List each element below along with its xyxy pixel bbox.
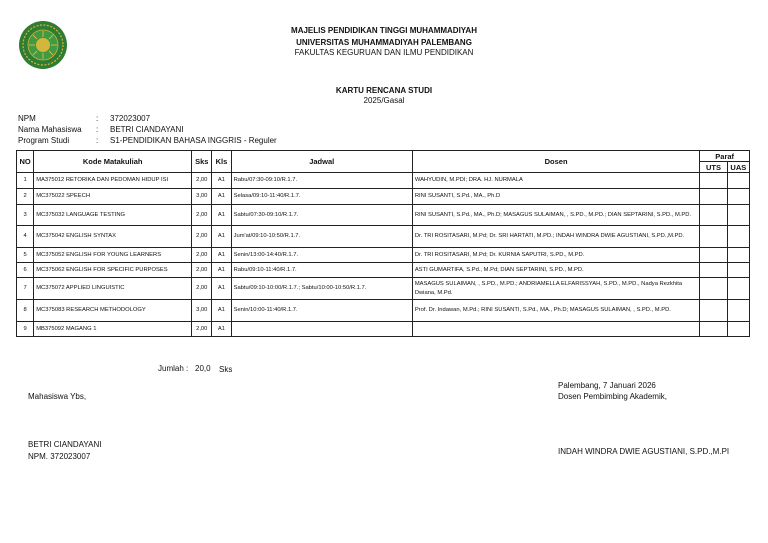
cell-uts — [700, 205, 727, 226]
cell-no: 2 — [17, 189, 34, 205]
cell-no: 4 — [17, 226, 34, 248]
cell-dosen — [412, 322, 700, 337]
cell-uts — [700, 248, 727, 263]
cell-uas — [727, 205, 749, 226]
place-date: Palembang, 7 Januari 2026 — [558, 381, 656, 390]
advisor-signature-name: INDAH WINDRA DWIE AGUSTIANI, S.PD.,M.PI — [558, 447, 730, 456]
name-label: Nama Mahasiswa — [18, 125, 82, 134]
header-kls: Kls — [212, 151, 231, 173]
cell-jadwal: Rabu/09:10-11:40/R.1.7. — [231, 263, 412, 278]
cell-jadwal: Senin/10:00-11:40/R.1.7. — [231, 300, 412, 322]
document-title: KARTU RENCANA STUDI — [335, 86, 433, 95]
cell-kls: A1 — [212, 263, 231, 278]
cell-kls: A1 — [212, 205, 231, 226]
cell-dosen: Dr. TRI ROSITASARI, M.Pd; Dr. SRI HARTATI, M.PD.; INDAH WINDRA DWIE AGUSTIANI, S.PD.,M.PD. — [412, 226, 700, 248]
prodi-label: Program Studi — [18, 136, 70, 145]
cell-sks: 3,00 — [192, 189, 212, 205]
table-row — [17, 205, 750, 226]
cell-jadwal: Senin/13:00-14:40/R.1.7. — [231, 248, 412, 263]
student-signature-title: Mahasiswa Ybs, — [28, 392, 87, 401]
cell-kode: MC375083 RESEARCH METHODOLOGY — [34, 300, 192, 322]
header-jadwal: Jadwal — [231, 151, 412, 173]
table-header-row — [17, 151, 750, 162]
cell-dosen: Dr. TRI ROSITASARI, M.Pd; Dr. KURNIA SAPUTRI, S.PD., M.PD. — [412, 248, 700, 263]
name-colon: : — [96, 125, 99, 134]
cell-sks: 2,00 — [192, 248, 212, 263]
cell-sks: 2,00 — [192, 173, 212, 189]
cell-dosen: WAHYUDIN, M.PDI; DRA. HJ. NURMALA — [412, 173, 700, 189]
table-row — [17, 173, 750, 189]
header-paraf: Paraf — [700, 151, 750, 162]
total-unit: Sks — [219, 365, 233, 374]
cell-dosen: Prof. Dr. Indawan, M.Pd.; RINI SUSANTI, S.Pd., MA., Ph.D; MASAGUS SULAIMAN, , S.PD., M.PD. — [412, 300, 700, 322]
student-signature-npm: NPM. 372023007 — [28, 452, 91, 461]
cell-kode: MC375052 ENGLISH FOR YOUNG LEARNERS — [34, 248, 192, 263]
course-table — [16, 150, 750, 337]
header-line-2: UNIVERSITAS MUHAMMADIYAH PALEMBANG — [296, 38, 472, 47]
cell-sks: 2,00 — [192, 226, 212, 248]
cell-sks: 3,00 — [192, 300, 212, 322]
cell-uts — [700, 263, 727, 278]
cell-kode: MC375032 LANGUAGE TESTING — [34, 205, 192, 226]
cell-jadwal: Sabtu/07:30-09:10/R.1.7. — [231, 205, 412, 226]
cell-uas — [727, 173, 749, 189]
student-signature-name: BETRI CIANDAYANI — [28, 440, 102, 449]
name-value: BETRI CIANDAYANI — [110, 125, 184, 134]
cell-kode: MC375022 SPEECH — [34, 189, 192, 205]
npm-label: NPM — [18, 114, 36, 123]
cell-kls: A1 — [212, 226, 231, 248]
cell-no: 7 — [17, 278, 34, 300]
header-uas: UAS — [727, 162, 749, 173]
table-row — [17, 278, 750, 300]
cell-sks: 2,00 — [192, 205, 212, 226]
cell-uas — [727, 300, 749, 322]
cell-kls: A1 — [212, 173, 231, 189]
document-period: 2025/Gasal — [363, 96, 405, 105]
table-row — [17, 263, 750, 278]
cell-dosen: RINI SUSANTI, S.Pd., MA., Ph.D — [412, 189, 700, 205]
cell-kode: MC375072 APPLIED LINGUISTIC — [34, 278, 192, 300]
cell-kls: A1 — [212, 248, 231, 263]
cell-sks: 2,00 — [192, 322, 212, 337]
header-line-3: FAKULTAS KEGURUAN DAN ILMU PENDIDIKAN — [294, 48, 474, 57]
cell-uas — [727, 263, 749, 278]
cell-no: 6 — [17, 263, 34, 278]
cell-kls: A1 — [212, 300, 231, 322]
cell-uas — [727, 322, 749, 337]
cell-kode: MB375092 MAGANG 1 — [34, 322, 192, 337]
cell-jadwal: Selasa/09:10-11:40/R.1.7. — [231, 189, 412, 205]
cell-kls: A1 — [212, 322, 231, 337]
table-row — [17, 300, 750, 322]
cell-dosen: RINI SUSANTI, S.Pd., MA., Ph.D; MASAGUS SULAIMAN, , S.PD., M.PD.; DIAN SEPTARINI, S.PD., M.PD. — [412, 205, 700, 226]
cell-no: 9 — [17, 322, 34, 337]
cell-uts — [700, 322, 727, 337]
cell-kls: A1 — [212, 189, 231, 205]
cell-sks: 2,00 — [192, 263, 212, 278]
table-row — [17, 189, 750, 205]
cell-dosen: MASAGUS SULAIMAN, , S.PD., M.PD.; ANDRIAMELLA ELFARISSYAH, S.PD., M.PD., Nadya Rezkhita Dwiana, M.Pd. — [412, 278, 700, 300]
advisor-title: Dosen Pembimbing Akademik, — [558, 392, 667, 401]
cell-no: 1 — [17, 173, 34, 189]
cell-jadwal: Sabtu/09:10-10:00/R.1.7.; Sabtu/10:00-10:50/R.1.7. — [231, 278, 412, 300]
prodi-colon: : — [96, 136, 99, 145]
cell-jadwal: Rabu/07:30-09:10/R.1.7. — [231, 173, 412, 189]
prodi-value: S1-PENDIDIKAN BAHASA INGGRIS - Reguler — [110, 136, 277, 145]
cell-kls: A1 — [212, 278, 231, 300]
cell-no: 3 — [17, 205, 34, 226]
cell-dosen: ASTI GUMARTIFA, S.Pd., M.Pd; DIAN SEPTARINI, S.PD., M.PD. — [412, 263, 700, 278]
cell-uts — [700, 278, 727, 300]
cell-uts — [700, 300, 727, 322]
header-kode: Kode Matakuliah — [34, 151, 192, 173]
header-line-1: MAJELIS PENDIDIKAN TINGGI MUHAMMADIYAH — [291, 26, 477, 35]
total-value: 20,0 — [195, 364, 211, 373]
total-label: Jumlah : — [158, 364, 189, 373]
table-row — [17, 322, 750, 337]
cell-uas — [727, 189, 749, 205]
header-uts: UTS — [700, 162, 727, 173]
table-row — [17, 226, 750, 248]
cell-kode: MC375042 ENGLISH SYNTAX — [34, 226, 192, 248]
npm-colon: : — [96, 114, 99, 123]
cell-uas — [727, 226, 749, 248]
cell-kode: MA375012 RETORIKA DAN PEDOMAN HIDUP ISI — [34, 173, 192, 189]
table-row — [17, 248, 750, 263]
cell-no: 8 — [17, 300, 34, 322]
header-no: NO — [17, 151, 34, 173]
npm-value: 372023007 — [110, 114, 151, 123]
cell-kode: MC375062 ENGLISH FOR SPECIFIC PURPOSES — [34, 263, 192, 278]
cell-uas — [727, 248, 749, 263]
cell-uts — [700, 173, 727, 189]
cell-jadwal — [231, 322, 412, 337]
cell-no: 5 — [17, 248, 34, 263]
header-dosen: Dosen — [412, 151, 700, 173]
cell-uts — [700, 226, 727, 248]
cell-uts — [700, 189, 727, 205]
header-sks: Sks — [192, 151, 212, 173]
cell-jadwal: Jum'at/09:10-10:50/R.1.7. — [231, 226, 412, 248]
cell-uas — [727, 278, 749, 300]
cell-sks: 2,00 — [192, 278, 212, 300]
